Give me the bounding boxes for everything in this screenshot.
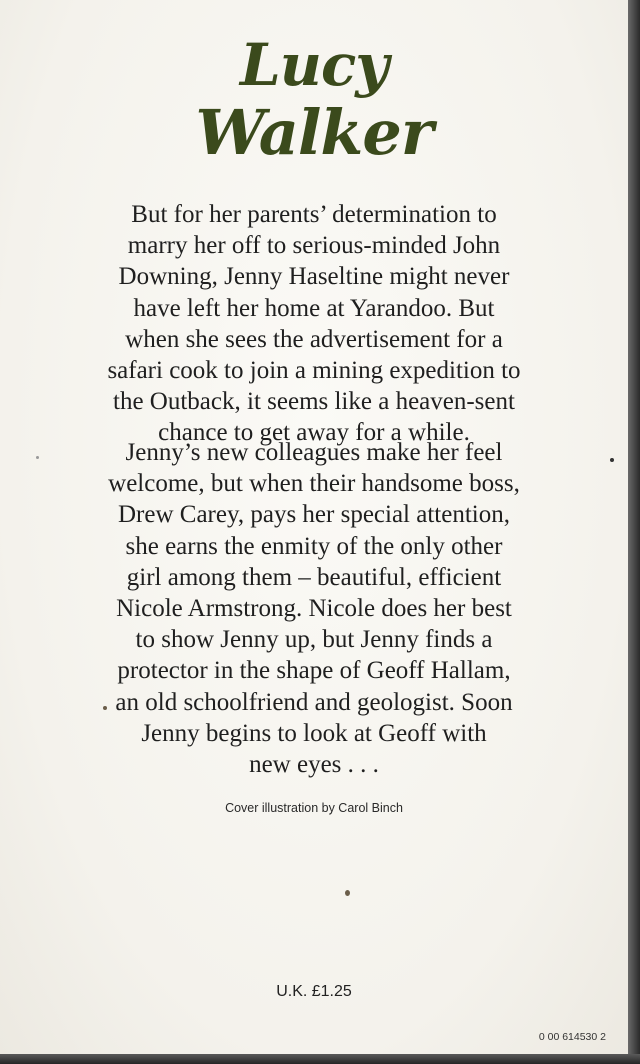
author-first-name: Lucy (240, 31, 388, 99)
author-last-name: Walker (195, 96, 433, 169)
blurb-text: Jenny’s new colleagues make her feel welcome, but when their handsome boss, Drew Carey, pays her special attention, she earns the enmity of the only other girl among them – beautiful, efficient Nicole Armstrong. Nicole does her best to show Jenny up, but Jenny finds a protector in the shape of Geoff Hallam, an old schoolfriend and geologist. Soon Jenny begins to look at Geoff with new eyes . . . (108, 439, 520, 779)
isbn-number: 0 00 614530 2 (538, 1031, 606, 1043)
page-edge-right (628, 0, 640, 1064)
blurb-paragraph-2 (40, 437, 588, 780)
illustration-credit: Cover illustration by Carol Binch (225, 801, 403, 815)
paper-speck (36, 456, 39, 459)
blurb-paragraph-1 (40, 199, 588, 449)
blurb-text: But for her parents’ determination to marry her off to serious-minded John Downing, Jenny Haseltine might never have left her home at Yarandoo. But when she sees the advertisement for a safari cook to join a mining expedition to the Outback, it seems like a heaven-sent chance to get away for a while. (107, 201, 521, 447)
page-edge-bottom (0, 1054, 640, 1064)
paper-speck (345, 890, 350, 896)
paper-speck (610, 458, 614, 462)
paper-speck (103, 706, 107, 710)
price-label: U.K. £1.25 (276, 983, 352, 1000)
